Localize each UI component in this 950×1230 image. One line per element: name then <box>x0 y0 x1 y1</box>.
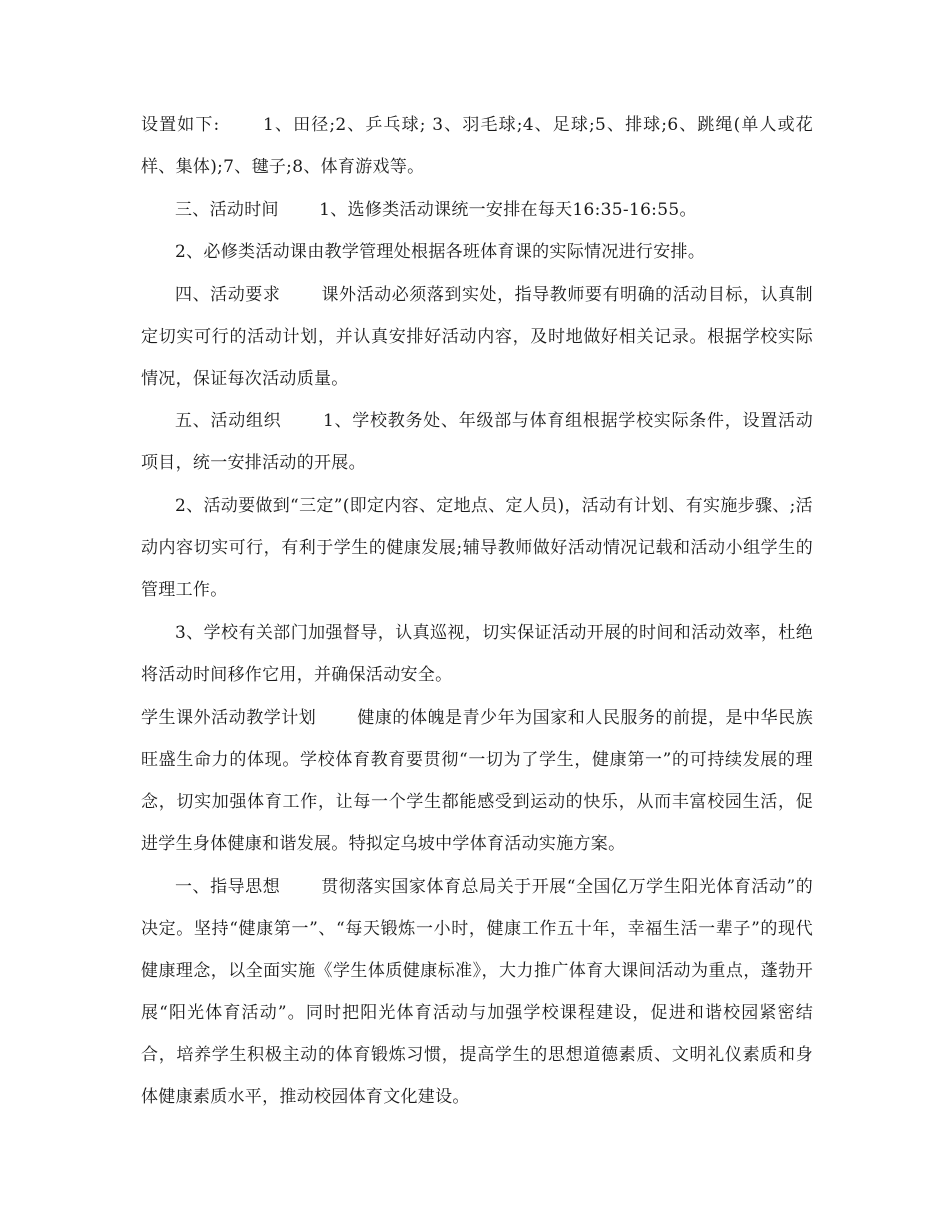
paragraph-required-courses: 2、必修类活动课由教学管理处根据各班体育课的实际情况进行安排。 <box>175 242 706 262</box>
paragraph-guiding-thought: 一、指导思想 贯彻落实国家体育总局关于开展“全国亿万学生阳光体育活动”的决定。坚持“健康第一”、“每天锻炼一小时，健康工作五十年，幸福生活一辈子”的现代健康理念，以全面实施《学生体质健康标准》，大力推广体育大课间活动为重点，蓬勃开展“阳光体育活动”。同时把阳光体育活动与加强学校课程建设，促进和谐校园紧密结合，培养学生积极主动的体育锻炼习惯，提高学生的思想道德素质、文明礼仪素质和身体健康素质水平，推动校园体育文化建设。 <box>141 877 813 1107</box>
paragraph-three-fixed: 2、活动要做到“三定”(即定内容、定地点、定人员)，活动有计划、有实施步骤、;活动内容切实可行，有利于学生的健康发展;辅导教师做好活动情况记载和活动小组学生的管理工作。 <box>141 496 813 600</box>
paragraph-activity-organization: 五、活动组织 1、学校教务处、年级部与体育组根据学校实际条件，设置活动项目，统一安排活动的开展。 <box>141 411 813 473</box>
paragraph-supervision: 3、学校有关部门加强督导，认真巡视，切实保证活动开展的时间和活动效率，杜绝将活动时间移作它用，并确保活动安全。 <box>141 623 813 685</box>
paragraph-activity-time: 三、活动时间 1、选修类活动课统一安排在每天16:35-16:55。 <box>175 200 697 220</box>
paragraph-plan-intro: 学生课外活动教学计划 健康的体魄是青少年为国家和人民服务的前提，是中华民族旺盛生命力的体现。学校体育教育要贯彻“一切为了学生，健康第一”的可持续发展的理念，切实加强体育工作，让每一个学生都能感受到运动的快乐，从而丰富校园生活，促进学生身体健康和谐发展。特拟定乌坡中学体育活动实施方案。 <box>141 708 813 854</box>
paragraph-sports-list: 设置如下: 1、田径;2、乒乓球; 3、羽毛球;4、足球;5、排球;6、跳绳(单人或花样、集体);7、毽子;8、体育游戏等。 <box>141 115 813 177</box>
paragraph-activity-requirements: 四、活动要求 课外活动必须落到实处，指导教师要有明确的活动目标，认真制定切实可行的活动计划，并认真安排好活动内容，及时地做好相关记录。根据学校实际情况，保证每次活动质量。 <box>141 285 813 389</box>
